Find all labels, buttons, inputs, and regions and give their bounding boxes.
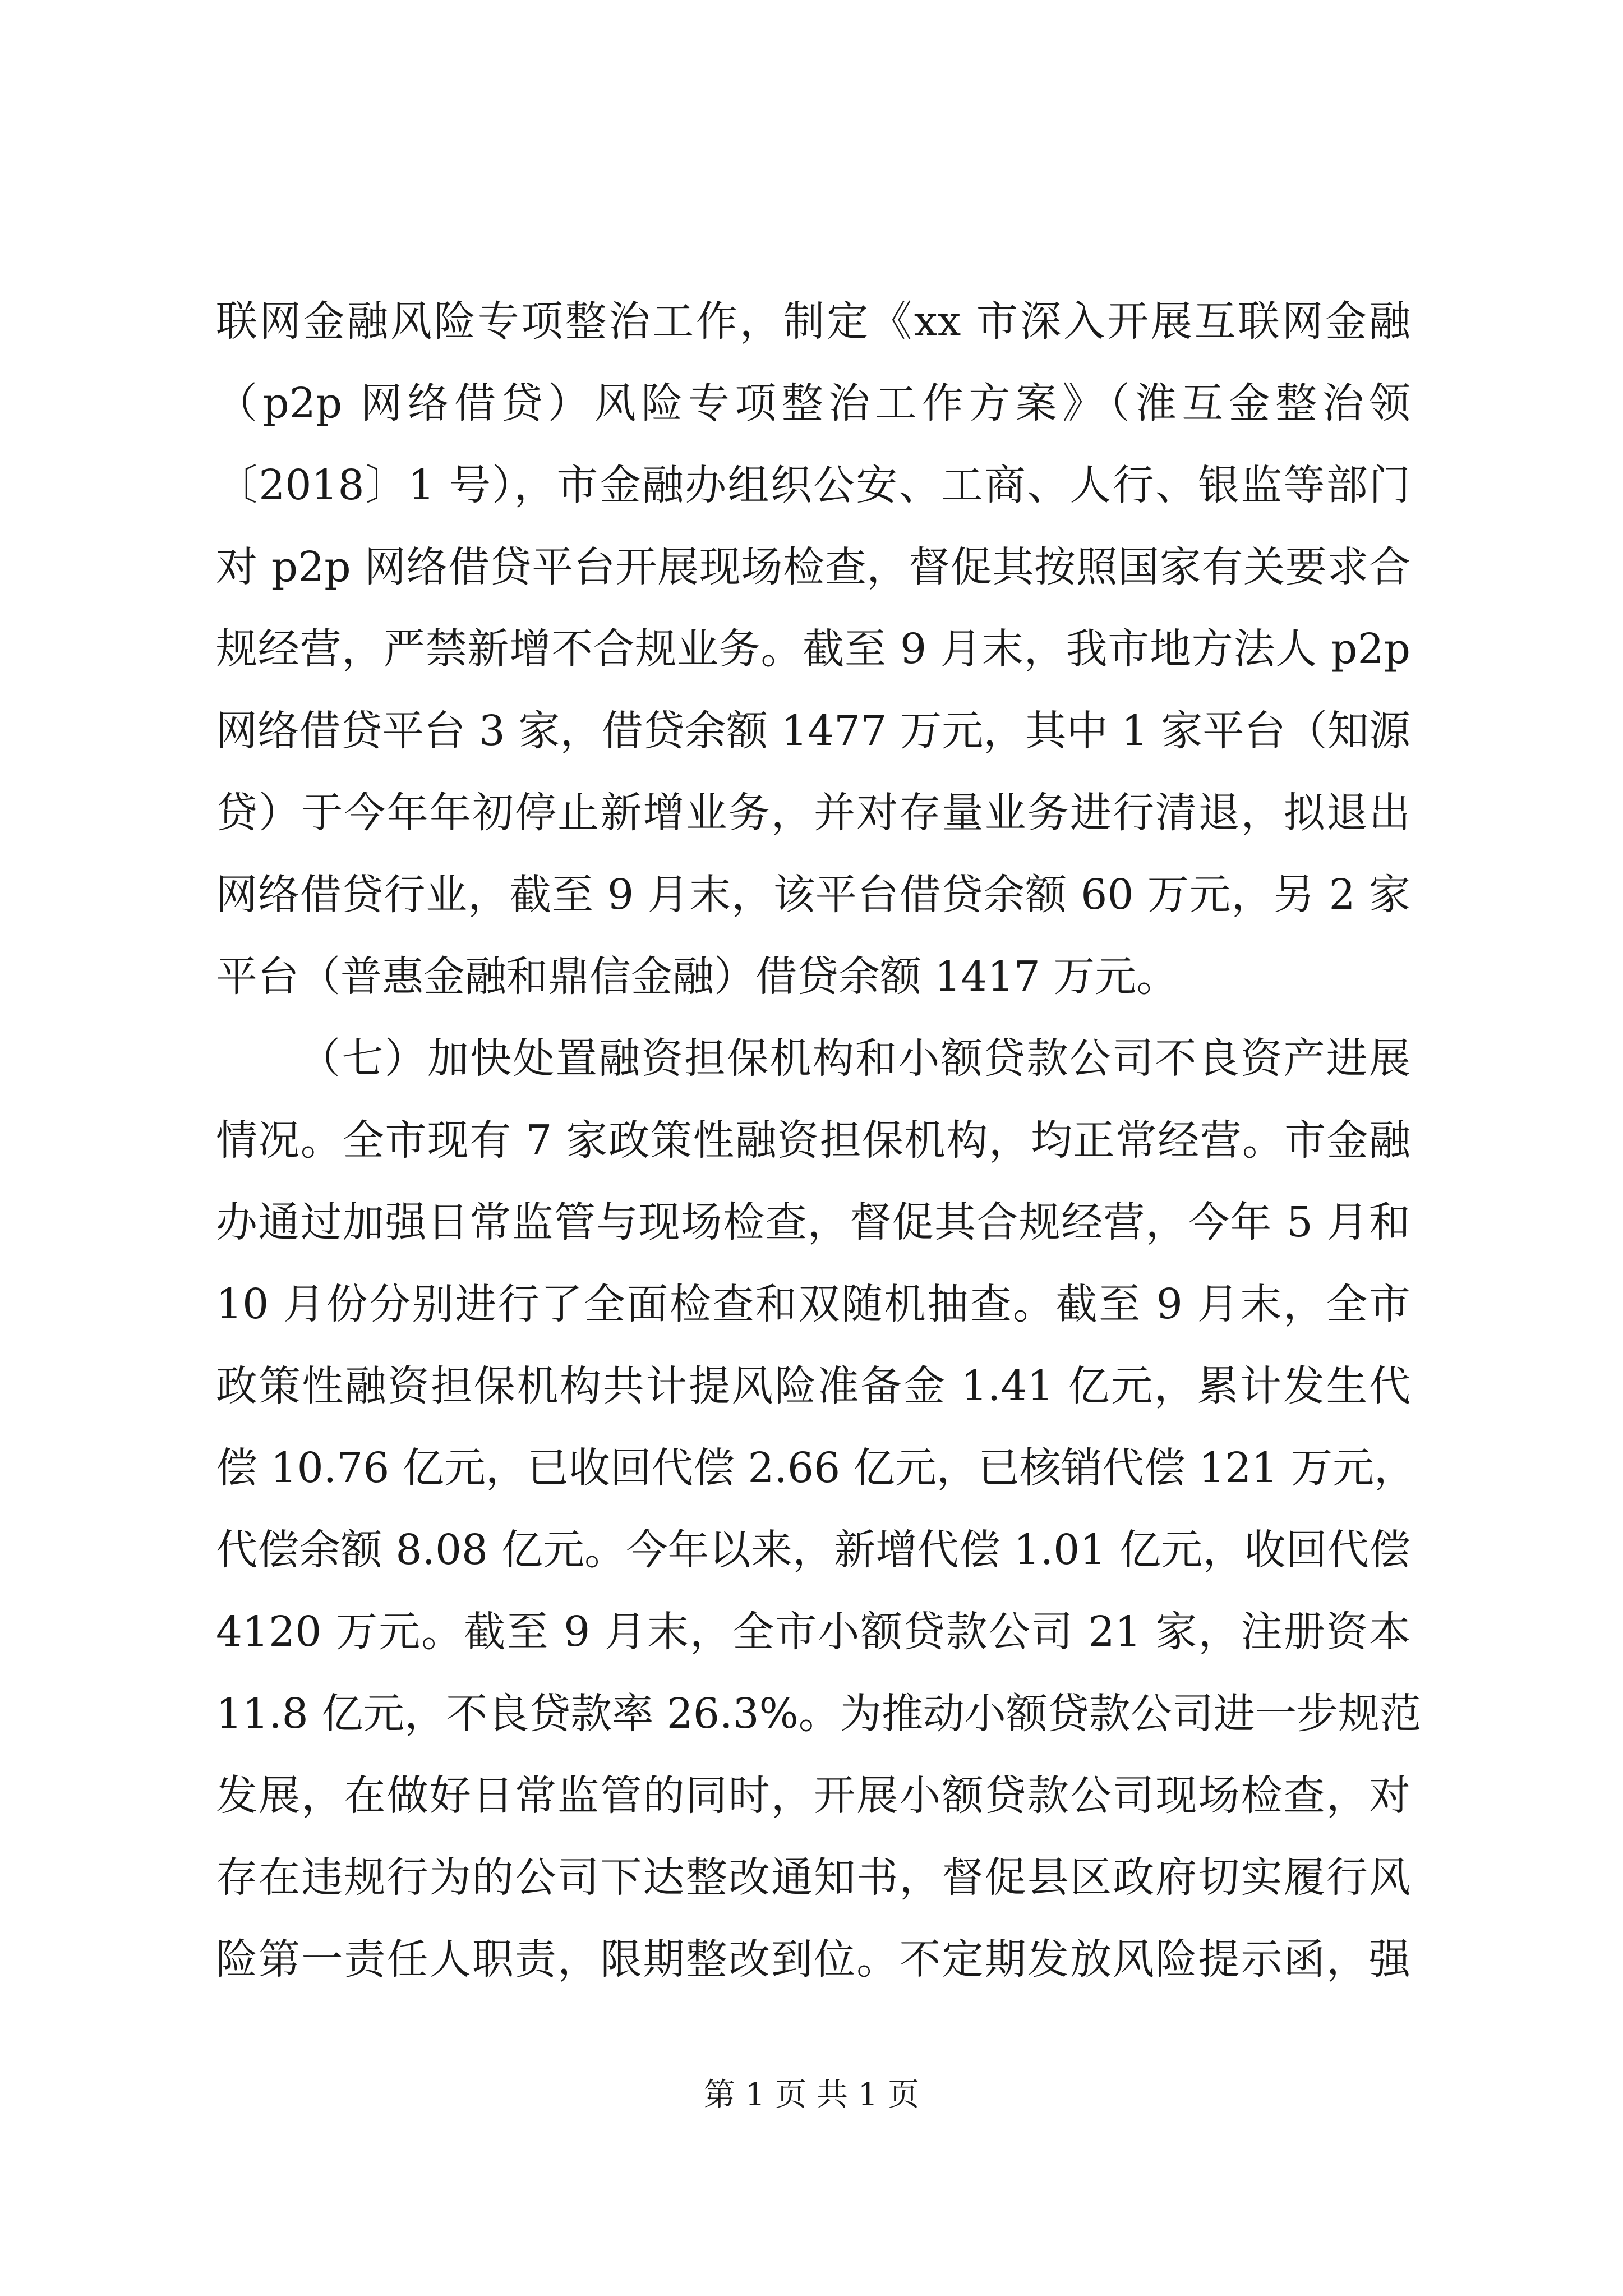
text-line: 联网金融风险专项整治工作，制定《xx 市深入开展互联网金融	[216, 297, 1410, 346]
text-line: 对 p2p 网络借贷平台开展现场检查，督促其按照国家有关要求合	[216, 543, 1410, 591]
text-line: 险第一责任人职责，限期整改到位。不定期发放风险提示函，强	[216, 1935, 1410, 1984]
text-line: 网络借贷行业，截至 9 月末，该平台借贷余额 60 万元，另 2 家	[216, 871, 1410, 919]
paragraph-2	[216, 1018, 1421, 2000]
text-line: 平台（普惠金融和鼎信金融）借贷余额 1417 万元。	[216, 953, 1178, 1001]
text-line: 发展，在做好日常监管的同时，开展小额贷款公司现场检查，对	[216, 1772, 1410, 1820]
text-line: 11.8 亿元，不良贷款率 26.3%。为推动小额贷款公司进一步规范	[216, 1690, 1421, 1738]
text-line: 4120 万元。截至 9 月末，全市小额贷款公司 21 家，注册资本	[216, 1608, 1410, 1656]
page-number-footer: 第 1 页 共 1 页	[703, 2077, 920, 2113]
text-line: （七）加快处置融资担保机构和小额贷款公司不良资产进展	[299, 1034, 1410, 1083]
text-line: 政策性融资担保机构共计提风险准备金 1.41 亿元，累计发生代	[216, 1362, 1410, 1410]
text-line: （p2p 网络借贷）风险专项整治工作方案》（淮互金整治领	[216, 379, 1410, 427]
text-line: 网络借贷平台 3 家，借贷余额 1477 万元，其中 1 家平台（知源	[216, 707, 1410, 755]
text-line: 情况。全市现有 7 家政策性融资担保机构，均正常经营。市金融	[216, 1116, 1410, 1165]
text-line: 贷）于今年年初停止新增业务，并对存量业务进行清退，拟退出	[216, 789, 1410, 837]
paragraph-1	[216, 280, 1410, 1018]
document-body	[216, 280, 1421, 2000]
text-line: 10 月份分别进行了全面检查和双随机抽查。截至 9 月末，全市	[216, 1280, 1410, 1328]
text-line: 规经营，严禁新增不合规业务。截至 9 月末，我市地方法人 p2p	[216, 625, 1410, 673]
text-line: 存在违规行为的公司下达整改通知书，督促县区政府切实履行风	[216, 1853, 1410, 1902]
text-line: 办通过加强日常监管与现场检查，督促其合规经营，今年 5 月和	[216, 1198, 1410, 1246]
text-line: 〔2018〕1 号），市金融办组织公安、工商、人行、银监等部门	[216, 461, 1410, 509]
text-line: 偿 10.76 亿元，已收回代偿 2.66 亿元，已核销代偿 121 万元，	[216, 1444, 1415, 1492]
text-line: 代偿余额 8.08 亿元。今年以来，新增代偿 1.01 亿元，收回代偿	[216, 1526, 1410, 1574]
